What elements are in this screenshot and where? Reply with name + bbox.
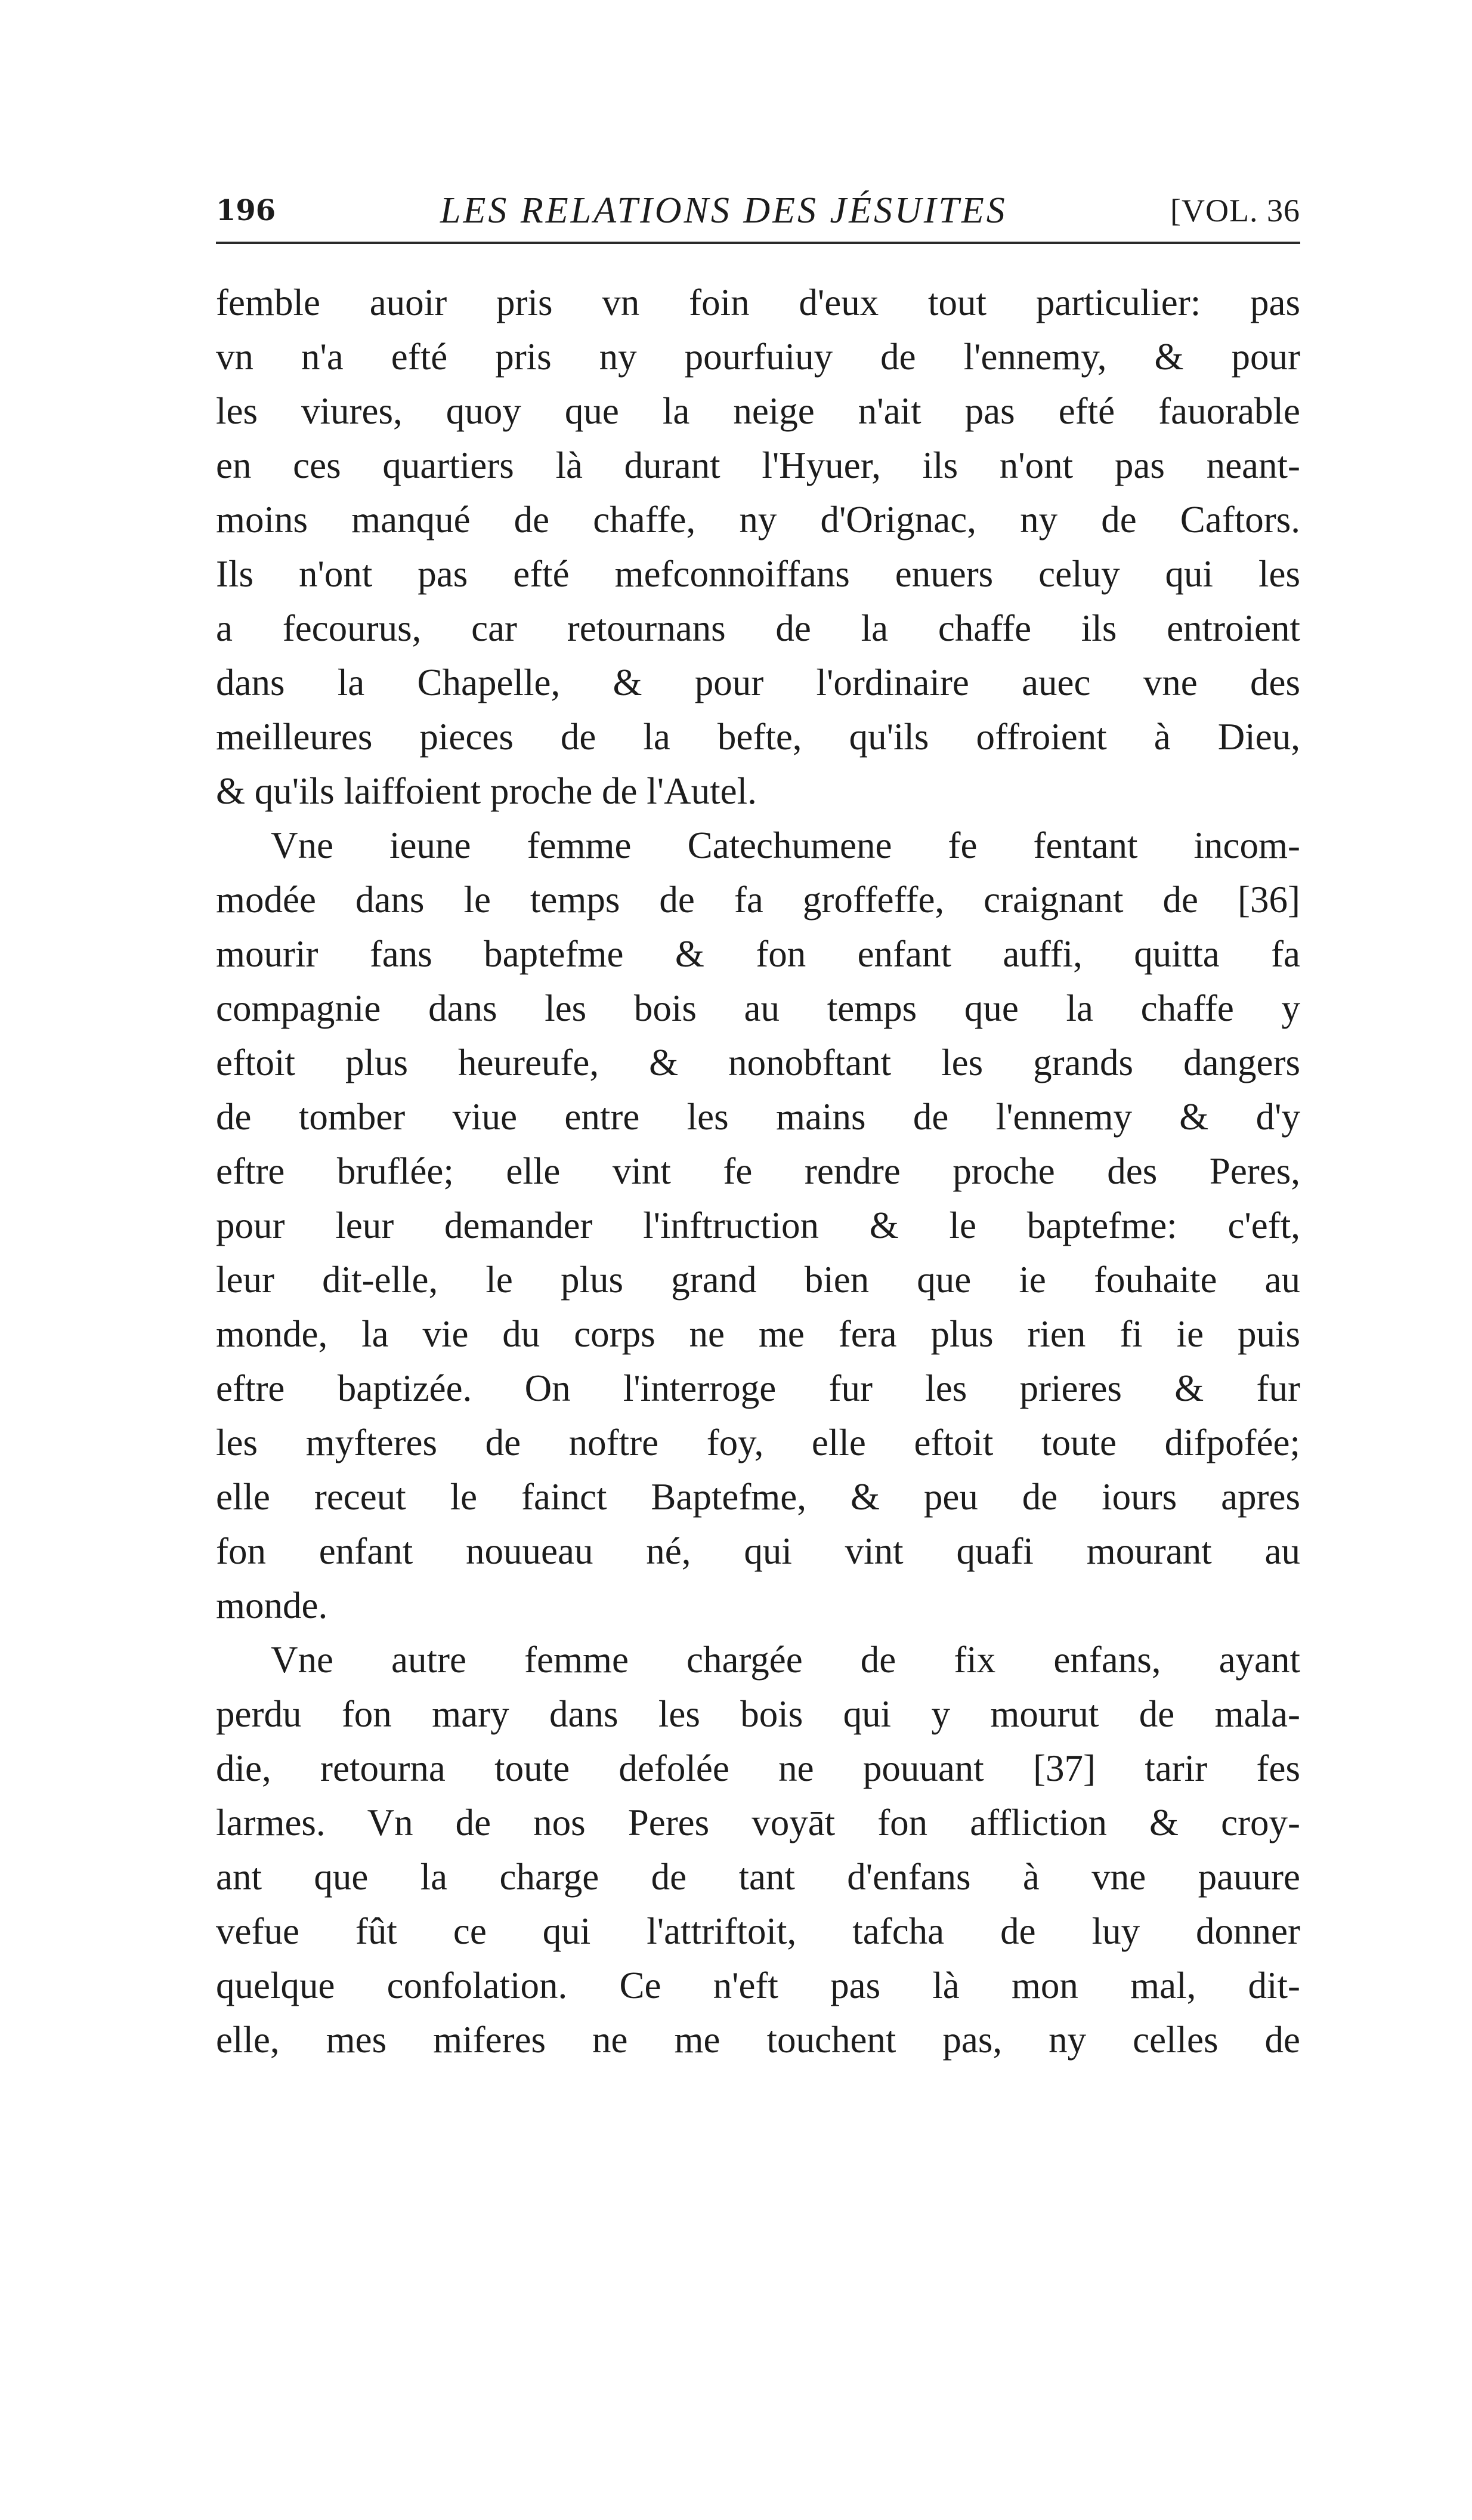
paragraph — [216, 276, 1300, 819]
text-line: moins manqué de chaffe, ny d'Orignac, ny de Caftors. — [216, 499, 1300, 541]
text-line: femble auoir pris vn foin d'eux tout particulier: pas — [216, 282, 1300, 323]
text-line: a fecourus, car retournans de la chaffe ils entroient — [216, 607, 1300, 649]
paragraph — [216, 1633, 1300, 2067]
text-line: Vne autre femme chargée de fix enfans, ayant — [271, 1639, 1300, 1681]
text-line: perdu fon mary dans les bois qui y mourut de mala- — [216, 1693, 1300, 1735]
text-line: pour leur demander l'inftruction & le baptefme: c'eft, — [216, 1205, 1300, 1246]
text-line: en ces quartiers là durant l'Hyuer, ils n'ont pas neant- — [216, 444, 1300, 486]
text-line: meilleures pieces de la befte, qu'ils offroient à Dieu, — [216, 716, 1300, 758]
text-line: eftoit plus heureufe, & nonobftant les grands dangers — [216, 1042, 1300, 1083]
text-line: dans la Chapelle, & pour l'ordinaire auec vne des — [216, 662, 1300, 703]
text-line: elle receut le fainct Baptefme, & peu de iours apres — [216, 1476, 1300, 1518]
paragraph — [216, 819, 1300, 1633]
page-header — [216, 190, 1300, 237]
header-rule — [216, 242, 1300, 244]
text-line: vn n'a efté pris ny pourfuiuy de l'ennemy, & pour — [216, 336, 1300, 378]
volume-label: [VOL. 36 — [1170, 193, 1300, 228]
text-line: larmes. Vn de nos Peres voyāt fon affliction & croy- — [216, 1802, 1300, 1843]
text-line: monde, la vie du corps ne me fera plus rien fi ie puis — [216, 1313, 1300, 1355]
text-line: vefue fût ce qui l'attriftoit, tafcha de luy donner — [216, 1910, 1300, 1952]
running-title: LES RELATIONS DES JÉSUITES — [440, 190, 1007, 231]
text-line: mourir fans baptefme & fon enfant auffi, quitta fa — [216, 933, 1300, 975]
text-line: die, retourna toute defolée ne pouuant [37] tarir fes — [216, 1747, 1300, 1789]
text-line: Ils n'ont pas efté mefconnoiffans enuers celuy qui les — [216, 553, 1300, 595]
text-line: les viures, quoy que la neige n'ait pas efté fauorable — [216, 390, 1300, 432]
text-line: elle, mes miferes ne me touchent pas, ny celles de — [216, 2019, 1300, 2061]
text-line: & qu'ils laiffoient proche de l'Autel. — [216, 770, 757, 812]
text-line: les myfteres de noftre foy, elle eftoit toute difpofée; — [216, 1422, 1300, 1463]
text-line: monde. — [216, 1585, 328, 1626]
body-text — [216, 276, 1300, 2067]
text-line: de tomber viue entre les mains de l'ennemy & d'y — [216, 1096, 1300, 1138]
text-line: compagnie dans les bois au temps que la chaffe y — [216, 987, 1300, 1029]
text-line: leur dit-elle, le plus grand bien que ie fouhaite au — [216, 1259, 1300, 1301]
text-line: fon enfant nouueau né, qui vint quafi mourant au — [216, 1530, 1300, 1572]
text-line: quelque confolation. Ce n'eft pas là mon mal, dit- — [216, 1965, 1300, 2006]
text-line: eftre baptizée. On l'interroge fur les prieres & fur — [216, 1367, 1300, 1409]
text-line: eftre bruflée; elle vint fe rendre proche des Peres, — [216, 1150, 1300, 1192]
text-line: modée dans le temps de fa groffeffe, craignant de [36] — [216, 879, 1300, 921]
page-number: 196 — [216, 194, 276, 227]
text-line: Vne ieune femme Catechumene fe fentant incom- — [271, 824, 1300, 866]
text-line: ant que la charge de tant d'enfans à vne pauure — [216, 1856, 1300, 1898]
